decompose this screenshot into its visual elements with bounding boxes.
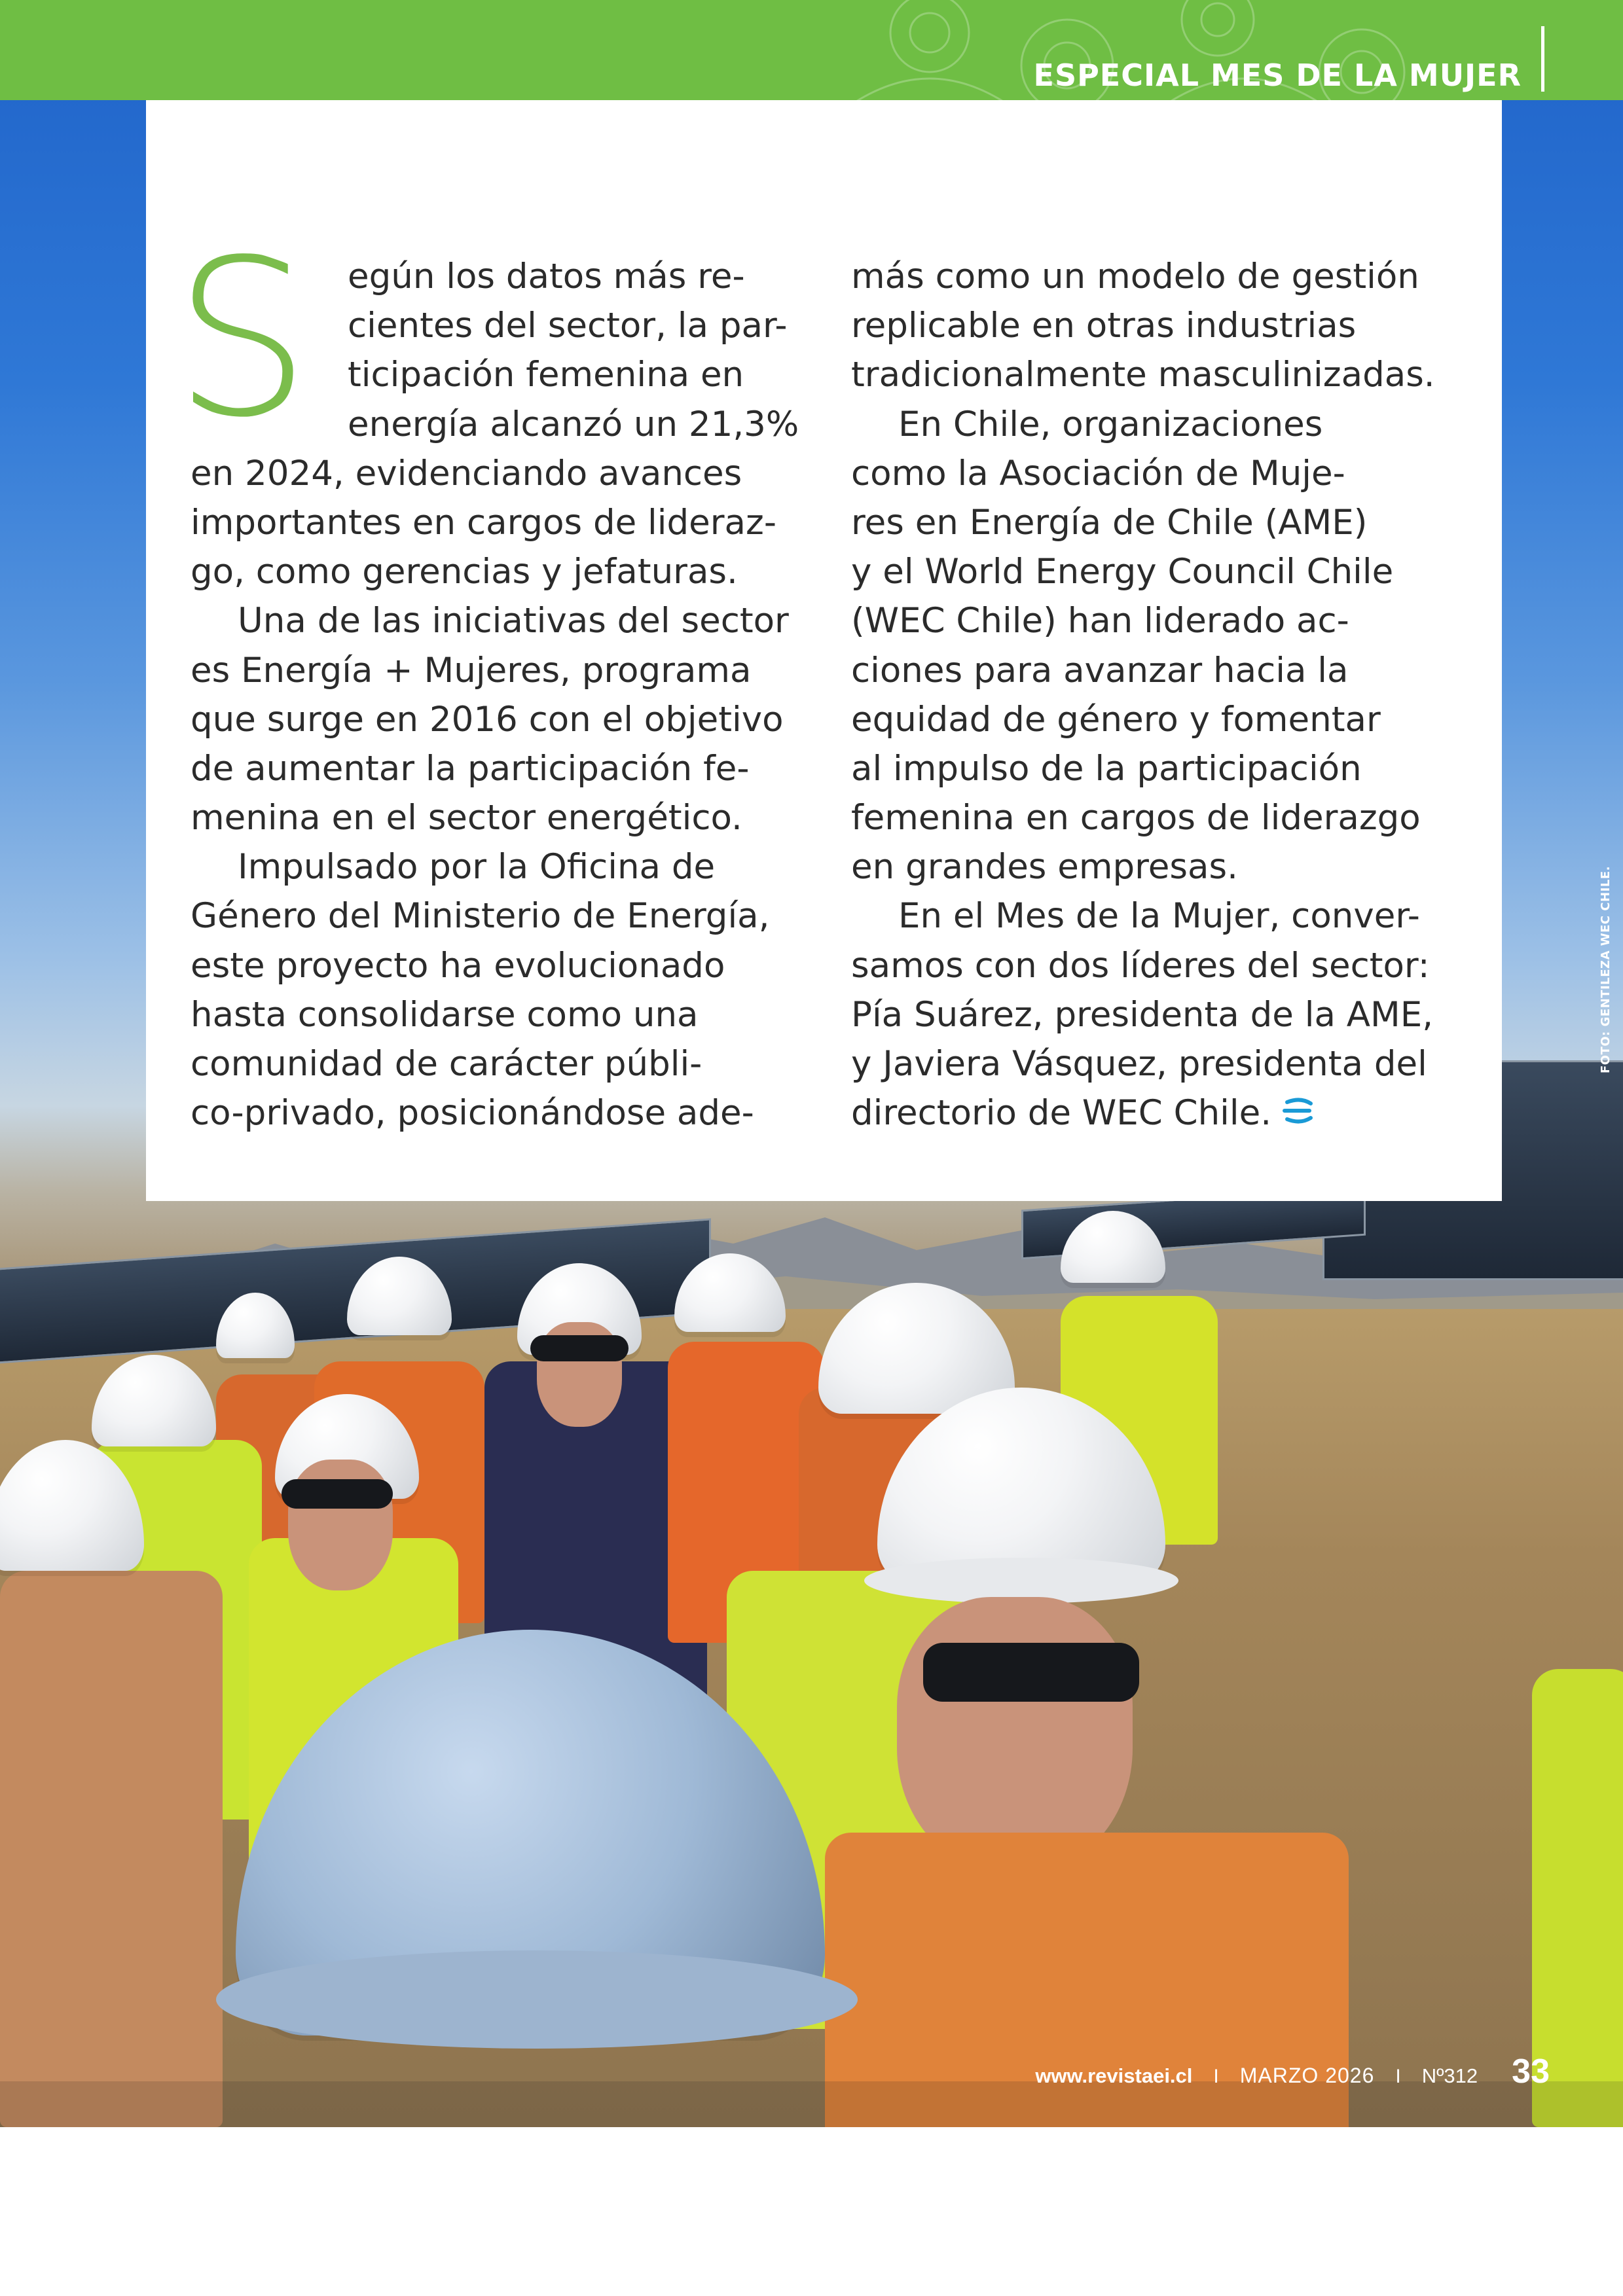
article-line-text: hasta consolidarse como una <box>191 994 699 1035</box>
article-line <box>191 941 796 990</box>
article-line-text: En el Mes de la Mujer, conver- <box>898 896 1420 937</box>
article-line-text: que surge en 2016 con el objetivo <box>191 699 784 740</box>
article-line <box>191 301 796 350</box>
article-line-text: cientes del sector, la par- <box>348 306 788 346</box>
article-line <box>851 990 1470 1039</box>
article-line <box>851 547 1470 596</box>
article-line <box>851 941 1470 990</box>
article-line-text: co-privado, posicionándose ade- <box>191 1093 754 1134</box>
article-line-text: este proyecto ha evolucionado <box>191 945 725 986</box>
article-line <box>851 350 1470 399</box>
article-line-text: (WEC Chile) han liderado ac- <box>851 601 1349 641</box>
article-line-text: más como un modelo de gestión <box>851 257 1419 296</box>
article-line <box>191 498 796 547</box>
photo-credit: FOTO: GENTILEZA WEC CHILE. <box>1599 866 1613 1073</box>
article-line <box>191 891 796 941</box>
article-line <box>191 596 796 645</box>
article-line <box>191 1088 796 1138</box>
article-line-text: y Javiera Vásquez, presidenta del <box>851 1044 1427 1084</box>
article-line-text: en 2024, evidenciando avances <box>191 453 742 493</box>
article-line <box>851 301 1470 350</box>
article-line-text: femenina en cargos de liderazgo <box>851 798 1421 838</box>
article-line-text: es Energía + Mujeres, programa <box>191 650 752 691</box>
article-line <box>191 842 796 891</box>
footer-separator: I <box>1395 2066 1401 2087</box>
section-header-bar <box>0 0 1623 100</box>
footer-date: MARZO 2026 <box>1239 2064 1375 2087</box>
article-line <box>191 695 796 744</box>
section-title: ESPECIAL MES DE LA MUJER <box>1033 58 1522 93</box>
article-column-left <box>191 252 799 1138</box>
article-line-text: energía alcanzó un 21,3% <box>348 404 799 444</box>
article-line-text: y el World Energy Council Chile <box>851 552 1394 592</box>
article-line-text: ciones para avanzar hacia la <box>851 650 1349 691</box>
article-line-text: samos con dos líderes del sector: <box>851 945 1430 986</box>
article-line-text: egún los datos más re- <box>348 257 745 296</box>
article-line-text: de aumentar la participación fe- <box>191 748 750 789</box>
article-line-text: equidad de género y fomentar <box>851 699 1381 740</box>
footer-separator: I <box>1213 2066 1219 2087</box>
article-line <box>851 646 1470 695</box>
article-line <box>851 793 1470 842</box>
article-line <box>191 547 796 596</box>
article-line <box>191 252 796 301</box>
page-footer <box>1035 2052 1550 2091</box>
article-line-text: res en Energía de Chile (AME) <box>851 502 1368 543</box>
article-line-text: directorio de WEC Chile. <box>851 1093 1272 1134</box>
article-line <box>191 990 796 1039</box>
article-line-text: tradicionalmente masculinizadas. <box>851 355 1435 395</box>
article-line-text: comunidad de carácter públi- <box>191 1044 702 1084</box>
article-line-text: Pía Suárez, presidenta de la AME, <box>851 994 1434 1035</box>
article-line <box>851 1039 1470 1088</box>
magazine-end-mark-icon <box>1281 1093 1316 1128</box>
article-line <box>851 1088 1470 1138</box>
article-line <box>851 252 1470 301</box>
article-line-text: en grandes empresas. <box>851 847 1238 888</box>
article-line <box>851 400 1470 449</box>
article-line <box>851 449 1470 498</box>
article-line <box>191 449 796 498</box>
article-line <box>851 498 1470 547</box>
article-line <box>191 646 796 695</box>
article-line-text: replicable en otras industrias <box>851 306 1357 346</box>
article-line <box>191 400 799 449</box>
article-line-text: como la Asociación de Muje- <box>851 453 1345 493</box>
page-number: 33 <box>1512 2053 1550 2090</box>
article-line-text: Género del Ministerio de Energía, <box>191 896 770 937</box>
footer-url-link[interactable]: www.revistaei.cl <box>1035 2064 1193 2087</box>
article-line-text: importantes en cargos de lideraz- <box>191 502 776 543</box>
article-column-right <box>851 252 1470 1138</box>
article-line <box>191 1039 796 1088</box>
article-line-text: al impulso de la participación <box>851 748 1362 789</box>
article-line-text: menina en el sector energético. <box>191 798 742 838</box>
article-line <box>191 744 796 793</box>
article-line <box>851 695 1470 744</box>
article-line-text: ticipación femenina en <box>348 355 744 395</box>
article-card <box>146 100 1502 1201</box>
article-line <box>191 793 796 842</box>
article-line <box>851 891 1470 941</box>
article-line-text: Impulsado por la Oficina de <box>238 847 716 888</box>
article-line <box>851 842 1470 891</box>
article-line <box>851 596 1470 645</box>
footer-issue-number: Nº312 <box>1421 2064 1478 2087</box>
header-divider <box>1541 26 1544 92</box>
drop-cap: S <box>173 213 311 465</box>
article-line-text: En Chile, organizaciones <box>898 404 1323 444</box>
article-line <box>191 350 796 399</box>
article-line <box>851 744 1470 793</box>
article-line-text: Una de las iniciativas del sector <box>238 601 789 641</box>
article-line-text: go, como gerencias y jefaturas. <box>191 552 738 592</box>
